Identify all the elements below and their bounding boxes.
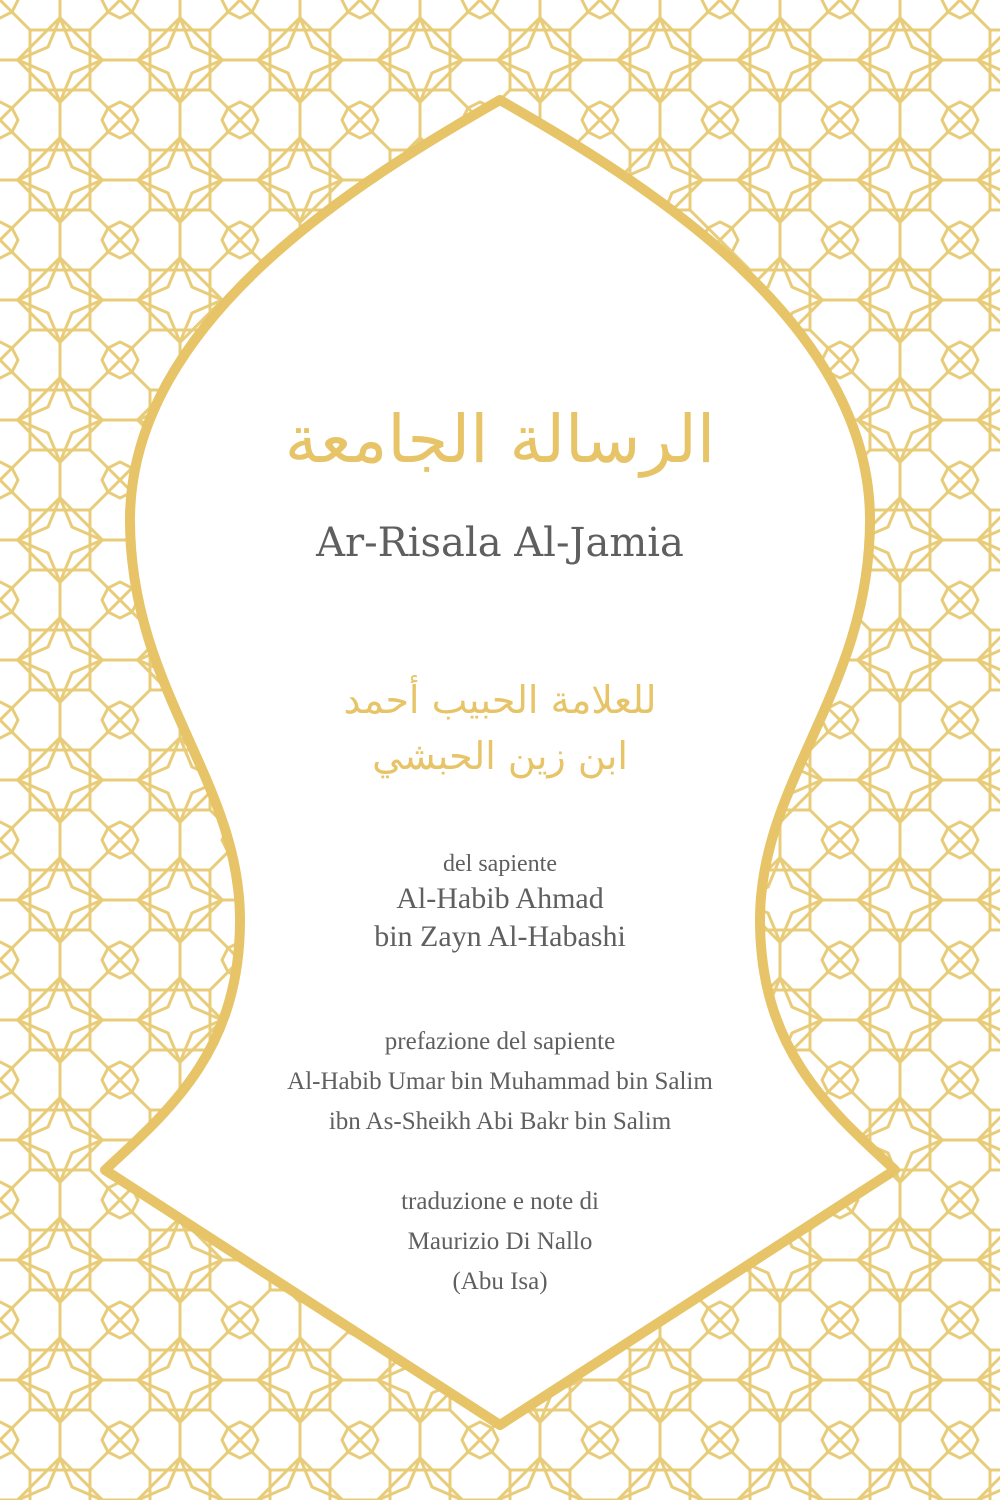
translator-intro: traduzione e note di	[401, 1188, 599, 1215]
translator-alias: (Abu Isa)	[452, 1268, 548, 1295]
translator-block	[0, 1182, 1000, 1302]
preface-name-line-1: Al-Habib Umar bin Muhammad bin Salim	[287, 1068, 713, 1095]
author-intro: del sapiente	[443, 851, 557, 877]
preface-name-line-2: ibn As-Sheikh Abi Bakr bin Salim	[328, 1108, 672, 1135]
translator-name: Maurizio Di Nallo	[407, 1228, 593, 1255]
latin-title: Ar-Risala Al-Jamia	[316, 520, 684, 566]
author-block	[0, 848, 1000, 956]
author-name-line-1: Al-Habib Ahmad	[396, 882, 604, 915]
arabic-title: الرسالة الجامعة	[284, 401, 716, 478]
arabic-author-line-2: ابن زين الحبشي	[372, 734, 628, 778]
preface-block	[0, 1022, 1000, 1142]
arabic-author	[0, 672, 1000, 784]
arabic-author-line-1: للعلامة الحبيب أحمد	[343, 678, 657, 722]
author-name-line-2: bin Zayn Al-Habashi	[374, 920, 626, 953]
preface-intro: prefazione del sapiente	[384, 1028, 616, 1055]
